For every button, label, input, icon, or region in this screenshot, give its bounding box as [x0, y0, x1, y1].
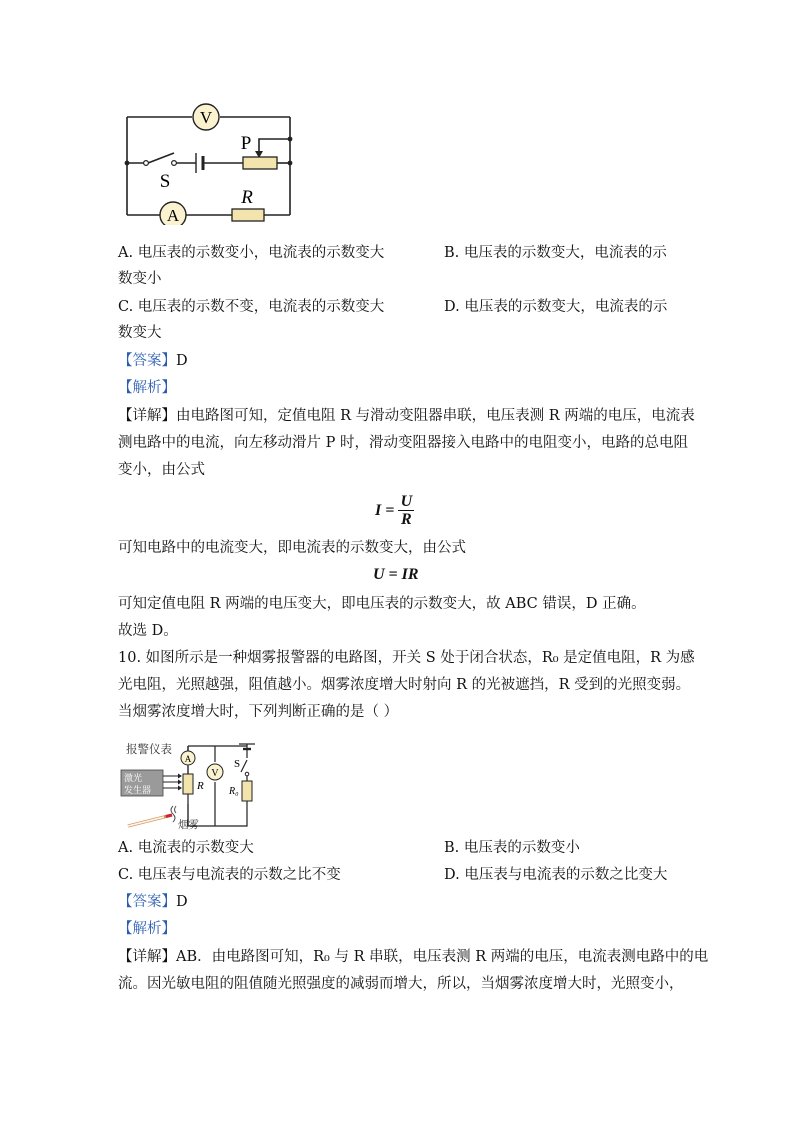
q10-option-a: A. 电流表的示数变大 [118, 840, 254, 856]
q9-option-a: A. 电压表的示数变小，电流表的示数变大 [118, 245, 385, 261]
alarm-label: 报警仪表 [126, 744, 172, 756]
q9-detail-line3: 变小，由公式 [118, 462, 205, 478]
q9-answer [118, 348, 188, 375]
q10-stem-line3: 当烟雾浓度增大时，下列判断正确的是（ ） [118, 704, 399, 720]
q9-after-formula2: 可知定值电阻 R 两端的电压变大，即电压表的示数变大，故 ABC 错误，D 正确。 [118, 596, 646, 612]
answer-tag: 【答案】 [118, 353, 176, 369]
ammeter-label: A [166, 206, 180, 225]
q9-option-d-line2: 数变大 [118, 325, 162, 341]
laser-label-line2: 发生器 [124, 785, 152, 795]
q9-detail-line1 [118, 403, 695, 430]
q9-after-formula1: 可知电路中的电流变大，即电流表的示数变大，由公式 [118, 540, 466, 556]
q10-detail-line1 [118, 944, 708, 971]
answer-value: D [176, 894, 188, 910]
q9-analysis-tag: 【解析】 [118, 380, 176, 396]
q10-stem-line1: 10. 如图所示是一种烟雾报警器的电路图，开关 S 处于闭合状态，R₀ 是定值电阻，R 为感 [118, 650, 695, 666]
formula1-denominator: R [401, 511, 412, 528]
q10-detail-line2: 流。因光敏电阻的阻值随光照强度的减弱而增大，所以，当烟雾浓度增大时，光照变小， [118, 976, 684, 992]
formula-ohm-voltage: U = IR [373, 566, 419, 583]
laser-label-line1: 激光 [124, 773, 143, 783]
smoke-alarm-diagram [118, 736, 278, 830]
fig-voltmeter-label: V [211, 768, 219, 779]
resistor-label: R [241, 187, 253, 208]
q10-analysis-tag: 【解析】 [118, 921, 176, 937]
fig-switch-label: S [234, 758, 241, 770]
formula1-lhs: I = [375, 502, 395, 519]
voltmeter-label: V [199, 108, 213, 127]
q9-option-c: C. 电压表的示数不变，电流表的示数变大 [118, 299, 385, 315]
fig-r0-label: R₀ [229, 786, 239, 797]
q9-option-b-line2: 数变小 [118, 271, 162, 287]
q9-option-d-line1: D. 电压表的示数变大，电流表的示 [444, 299, 668, 315]
formula1-fraction [398, 493, 414, 529]
circuit-diagram-1 [118, 97, 308, 225]
q9-option-b-line1: B. 电压表的示数变大，电流表的示 [444, 245, 667, 261]
detail-tag: 【详解】 [118, 949, 176, 965]
switch-label: S [159, 171, 171, 192]
q9-conclusion: 故选 D。 [118, 623, 178, 639]
answer-value: D [176, 353, 188, 369]
smoke-label: 烟雾 [178, 820, 199, 830]
answer-tag: 【答案】 [118, 894, 176, 910]
detail-tag: 【详解】 [118, 408, 176, 424]
detail-text: 由电路图可知，定值电阻 R 与滑动变阻器串联，电压表测 R 两端的电压，电流表 [176, 408, 695, 424]
fig-r-label: R [197, 780, 204, 792]
q10-stem-line2: 光电阻，光照越强，阻值越小。烟雾浓度增大时射向 R 的光被遮挡，R 受到的光照变弱。 [118, 677, 691, 693]
q9-detail-line2: 测电路中的电流，向左移动滑片 P 时，滑动变阻器接入电路中的电阻变小，电路的总电阻 [118, 435, 688, 451]
slider-label: P [240, 133, 252, 154]
q10-option-d: D. 电压表与电流表的示数之比变大 [444, 867, 668, 883]
detail-text: AB．由电路图可知，R₀ 与 R 串联，电压表测 R 两端的电压，电流表测电路中的电 [176, 949, 709, 965]
q10-option-b: B. 电压表的示数变小 [444, 840, 580, 856]
formula-ohm-current [375, 491, 414, 531]
q10-option-c: C. 电压表与电流表的示数之比不变 [118, 867, 341, 883]
q10-answer [118, 889, 188, 916]
fig-ammeter-label: A [184, 754, 192, 764]
formula1-numerator: U [400, 493, 413, 510]
